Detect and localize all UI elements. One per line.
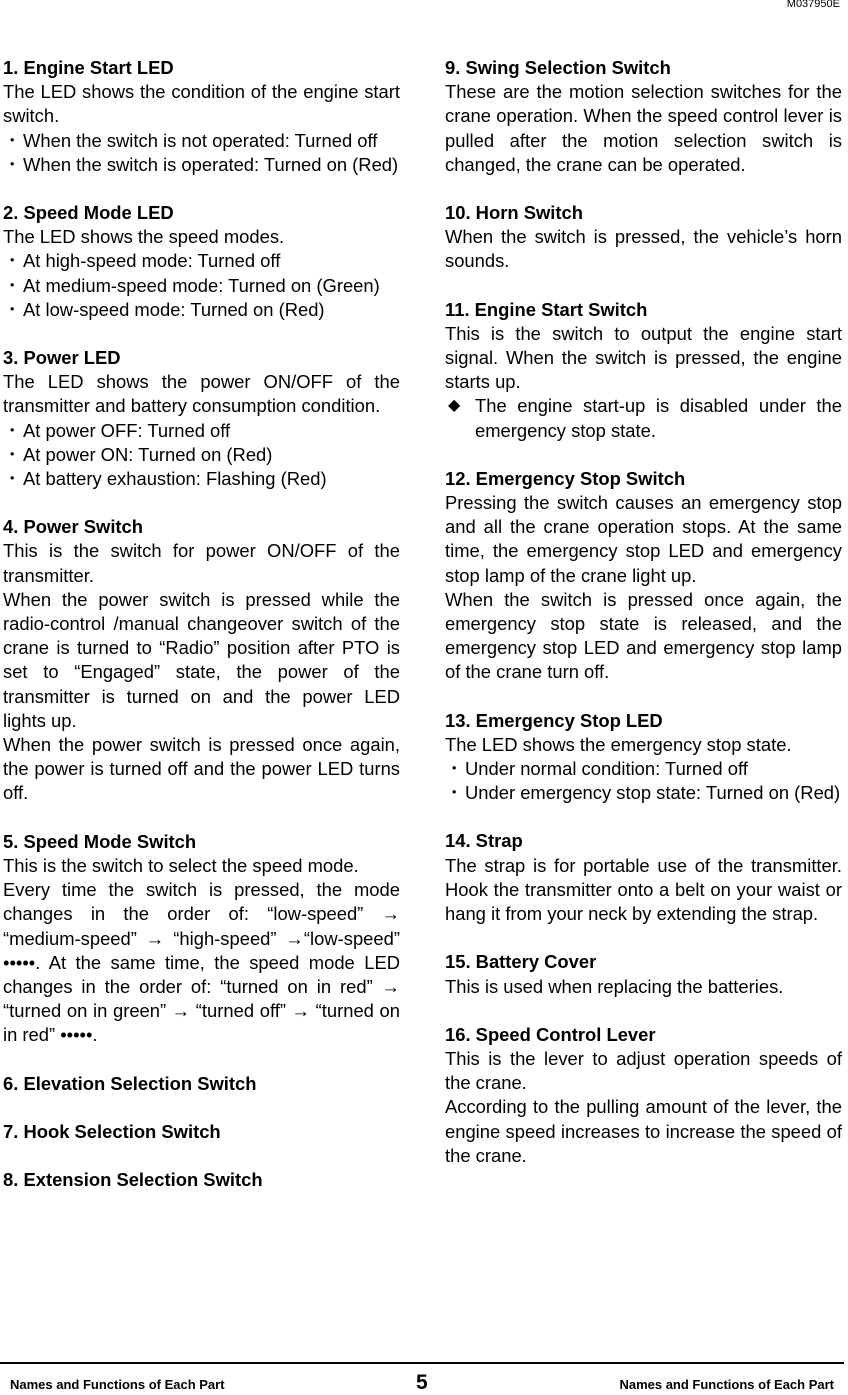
section bbox=[445, 467, 842, 685]
section bbox=[445, 298, 842, 443]
bullet-item bbox=[3, 129, 400, 153]
bullet-icon: ・ bbox=[3, 153, 22, 175]
bullet-text: At power OFF: Turned off bbox=[23, 419, 231, 441]
section-heading: 7. Hook Selection Switch bbox=[3, 1120, 221, 1142]
section-heading: 3. Power LED bbox=[3, 347, 121, 369]
section bbox=[3, 346, 400, 491]
paragraph: When the power switch is pressed while the radio-control /manual changeover switch of the crane is turned to “Radio” position after PTO is set to “Engaged” state, the power of the transmitter is turned on and the power LED lights up. bbox=[3, 588, 400, 731]
bullet-text: The engine start-up is disabled under the emergency stop state. bbox=[475, 395, 842, 441]
bullet-item bbox=[3, 443, 400, 467]
section bbox=[445, 829, 842, 926]
paragraph: This is the switch for power ON/OFF of the transmitter. bbox=[3, 540, 400, 586]
paragraph: Pressing the switch causes an emergency stop and all the crane operation stops. At the same time, the emergency stop LED and emergency stop lamp of the crane light up. bbox=[445, 492, 842, 586]
page-number: 5 bbox=[416, 1371, 428, 1394]
paragraph: The strap is for portable use of the transmitter. Hook the transmitter onto a belt on your waist or hang it from your neck by extending the strap. bbox=[445, 854, 842, 925]
paragraph: This is the switch to output the engine start signal. When the switch is pressed, the engine starts up. bbox=[445, 322, 842, 393]
note-item bbox=[445, 394, 842, 442]
bullet-text: At medium-speed mode: Turned on (Green) bbox=[23, 274, 380, 296]
bullet-text: Under normal condition: Turned off bbox=[465, 758, 748, 780]
paragraph: According to the pulling amount of the lever, the engine speed increases to increase the speed of the crane. bbox=[445, 1096, 842, 1166]
section-heading: 11. Engine Start Switch bbox=[445, 298, 648, 320]
bullet-text: When the switch is operated: Turned on (Red) bbox=[23, 153, 399, 175]
section bbox=[445, 709, 842, 806]
bullet-text: At low-speed mode: Turned on (Red) bbox=[23, 298, 325, 320]
bullet-icon: ・ bbox=[3, 298, 22, 320]
bullet-icon: ・ bbox=[3, 129, 22, 151]
paragraph: The LED shows the condition of the engine start switch. bbox=[3, 81, 400, 127]
section-heading: 1. Engine Start LED bbox=[3, 57, 174, 78]
paragraph: This is the lever to adjust operation speeds of the crane. bbox=[445, 1047, 842, 1094]
bullet-item bbox=[3, 419, 400, 443]
section-heading: 5. Speed Mode Switch bbox=[3, 830, 197, 852]
bullet-item bbox=[445, 757, 842, 781]
bullet-icon: ・ bbox=[3, 468, 22, 490]
section bbox=[3, 830, 400, 1048]
section bbox=[3, 1072, 400, 1096]
section bbox=[3, 56, 400, 177]
section bbox=[445, 56, 842, 177]
bullet-icon: ・ bbox=[3, 443, 22, 465]
section-heading: 9. Swing Selection Switch bbox=[445, 57, 671, 78]
section bbox=[445, 201, 842, 274]
bullet-item bbox=[3, 467, 400, 491]
bullet-icon: ・ bbox=[3, 274, 22, 296]
paragraph: When the switch is pressed, the vehicle’s horn sounds. bbox=[445, 226, 842, 272]
paragraph: The LED shows the speed modes. bbox=[3, 226, 285, 248]
section-heading: 12. Emergency Stop Switch bbox=[445, 467, 686, 489]
footer-divider bbox=[0, 1362, 844, 1364]
bullet-icon: ・ bbox=[445, 782, 464, 804]
section-heading: 14. Strap bbox=[445, 830, 523, 852]
left-column bbox=[3, 56, 400, 1216]
footer-right-title: Names and Functions of Each Part bbox=[619, 1377, 834, 1392]
paragraph: When the power switch is pressed once again, the power is turned off and the power LED turns off. bbox=[3, 734, 400, 804]
bullet-item bbox=[445, 781, 842, 805]
section-heading: 10. Horn Switch bbox=[445, 202, 583, 224]
section bbox=[445, 1023, 842, 1168]
right-column bbox=[445, 56, 842, 1192]
bullet-item bbox=[3, 298, 400, 322]
paragraph: This is the switch to select the speed mode. bbox=[3, 854, 359, 876]
bullet-text: At battery exhaustion: Flashing (Red) bbox=[23, 468, 327, 490]
bullet-icon: ・ bbox=[3, 419, 22, 441]
bullet-icon: ・ bbox=[445, 758, 464, 780]
paragraph: The LED shows the power ON/OFF of the transmitter and battery consumption condition. bbox=[3, 371, 400, 417]
footer-left-title: Names and Functions of Each Part bbox=[10, 1377, 225, 1392]
paragraph: This is used when replacing the batteries. bbox=[445, 975, 784, 997]
diamond-icon: ◆ bbox=[448, 397, 461, 415]
paragraph: Every time the switch is pressed, the mode changes in the order of: “low-speed” → “medium-speed” → “high-speed” →“low-speed” •••••. At the same time, the speed mode LED changes in the order of: “turned on in red” → “turned on in green” → “turned off” → “turned on in red” •••••. bbox=[3, 879, 400, 1046]
bullet-item bbox=[3, 153, 400, 177]
section bbox=[3, 1168, 400, 1192]
section bbox=[3, 515, 400, 805]
section-heading: 2. Speed Mode LED bbox=[3, 202, 174, 224]
bullet-item bbox=[3, 274, 400, 298]
bullet-icon: ・ bbox=[3, 250, 22, 272]
bullet-text: Under emergency stop state: Turned on (Red) bbox=[465, 782, 841, 804]
section-heading: 13. Emergency Stop LED bbox=[445, 709, 663, 731]
paragraph: When the switch is pressed once again, the emergency stop state is released, and the emergency stop LED and emergency stop lamp of the crane turn off. bbox=[445, 588, 842, 683]
document-id: M037950E bbox=[786, 0, 840, 10]
section-heading: 15. Battery Cover bbox=[445, 951, 597, 973]
bullet-text: At high-speed mode: Turned off bbox=[23, 250, 281, 272]
section bbox=[445, 950, 842, 998]
section bbox=[3, 201, 400, 322]
bullet-text: When the switch is not operated: Turned off bbox=[23, 129, 378, 151]
bullet-text: At power ON: Turned on (Red) bbox=[23, 443, 273, 465]
bullet-item bbox=[3, 249, 400, 273]
paragraph: These are the motion selection switches for the crane operation. When the speed control lever is pulled after the motion selection switch is changed, the crane can be operated. bbox=[445, 81, 842, 175]
section-heading: 8. Extension Selection Switch bbox=[3, 1168, 263, 1190]
section bbox=[3, 1120, 400, 1144]
section-heading: 16. Speed Control Lever bbox=[445, 1023, 656, 1045]
section-heading: 6. Elevation Selection Switch bbox=[3, 1072, 257, 1094]
paragraph: The LED shows the emergency stop state. bbox=[445, 733, 792, 755]
section-heading: 4. Power Switch bbox=[3, 516, 144, 538]
